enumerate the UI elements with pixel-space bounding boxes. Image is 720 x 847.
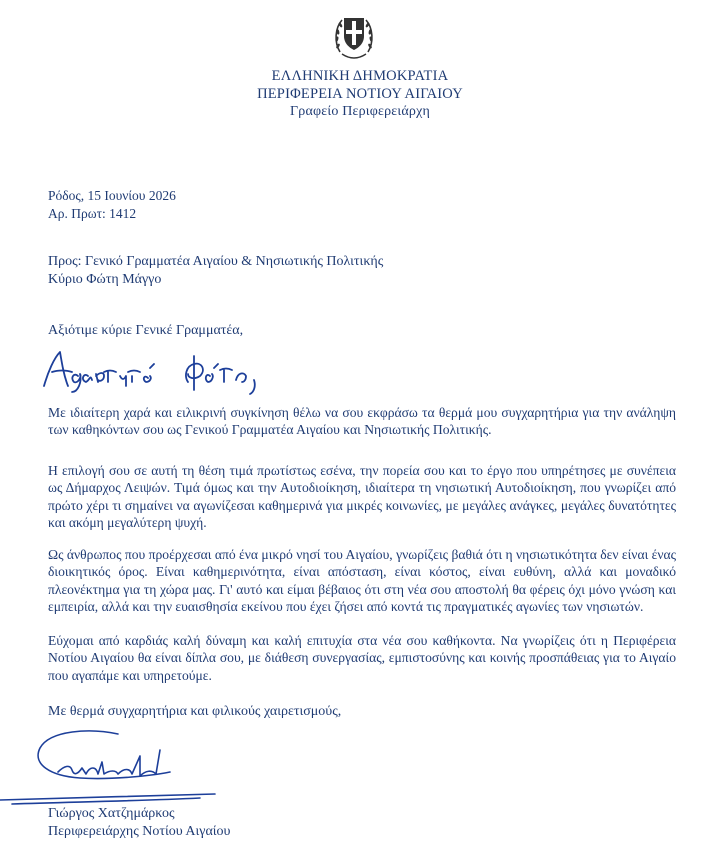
recipient-line: Προς: Γενικό Γραμματέα Αιγαίου & Νησιωτικής Πολιτικής bbox=[48, 254, 384, 269]
paragraph-wishes: Εύχομαι από καρδιάς καλή δύναμη και καλή επιτυχία στα νέα σου καθήκοντα. Να γνωρίζεις ότι η Περιφέρεια Νοτίου Αιγαίου θα είναι δίπλα σου, με διάθεση συνεργασίας, εμπιστοσύνης και κοινής προσπάθειας για το Αιγαίο που αγαπάμε και υπηρετούμε. bbox=[48, 633, 676, 683]
recipient-name: Κύριο Φώτη Μάγγο bbox=[48, 272, 162, 287]
greek-coat-of-arms-icon bbox=[332, 12, 376, 64]
header-office: Γραφείο Περιφερειάρχη bbox=[289, 104, 431, 119]
place-date: Ρόδος, 15 Ιουνίου 2026 bbox=[48, 188, 176, 203]
signer-name: Γιώργος Χατζημάρκος bbox=[48, 806, 175, 821]
header-country: ΕΛΛΗΝΙΚΗ ΔΗΜΟΚΡΑΤΙΑ bbox=[271, 68, 449, 84]
handwritten-greeting bbox=[38, 346, 278, 396]
signer-title: Περιφερειάρχης Νοτίου Αιγαίου bbox=[48, 824, 231, 839]
handwritten-signature bbox=[0, 726, 270, 806]
paragraph-congratulations: Με ιδιαίτερη χαρά και ειλικρινή συγκίνηση θέλω να σου εκφράσω τα θερμά μου συγχαρητήρια για την ανάληψη των καθηκόντων σου ως Γενικού Γραμματέα Αιγαίου και Νησιωτικής Πολιτικής. bbox=[48, 405, 676, 438]
header-region: ΠΕΡΙΦΕΡΕΙΑ ΝΟΤΙΟΥ ΑΙΓΑΙΟΥ bbox=[257, 86, 463, 102]
salutation: Αξιότιμε κύριε Γενικέ Γραμματέα, bbox=[48, 323, 244, 338]
protocol-number: Αρ. Πρωτ: 1412 bbox=[48, 206, 137, 221]
paragraph-islander: Ως άνθρωπος που προέρχεσαι από ένα μικρό νησί του Αιγαίου, γνωρίζεις βαθιά ότι η νησιωτικότητα δεν είναι ένας διοικητικός όρος. Είναι καθημερινότητα, είναι απόσταση, είναι κόστος, είναι ευθύνη, αλλά και μοναδικό πλεονέκτημα για τη χώρα μας. Γι' αυτό και είμαι βέβαιος ότι στη νέα σου αποστολή θα φέρεις όχι μόνο γνώση και εμπειρία, αλλά και την ευαισθησία εκείνου που έχει ζήσει από κοντά τις πραγματικές αγωνίες των νησιωτών. bbox=[48, 547, 676, 615]
closing-line: Με θερμά συγχαρητήρια και φιλικούς χαιρετισμούς, bbox=[48, 704, 342, 719]
paragraph-selection: Η επιλογή σου σε αυτή τη θέση τιμά πρωτίστως εσένα, την πορεία σου και το έργο που υπηρέτησες με συνέπεια ως Δήμαρχος Λειψών. Τιμά όμως και την Αυτοδιοίκηση, ιδιαίτερα τη νησιωτική Αυτοδιοίκηση, που γνωρίζει από πρώτο χέρι τι σημαίνει να αγωνίζεσαι καθημερινά για μικρές κοινωνίες, με μεγάλες ανάγκες, μεγάλες δυνατότητες και ακόμη μεγαλύτερη ψυχή. bbox=[48, 463, 676, 531]
